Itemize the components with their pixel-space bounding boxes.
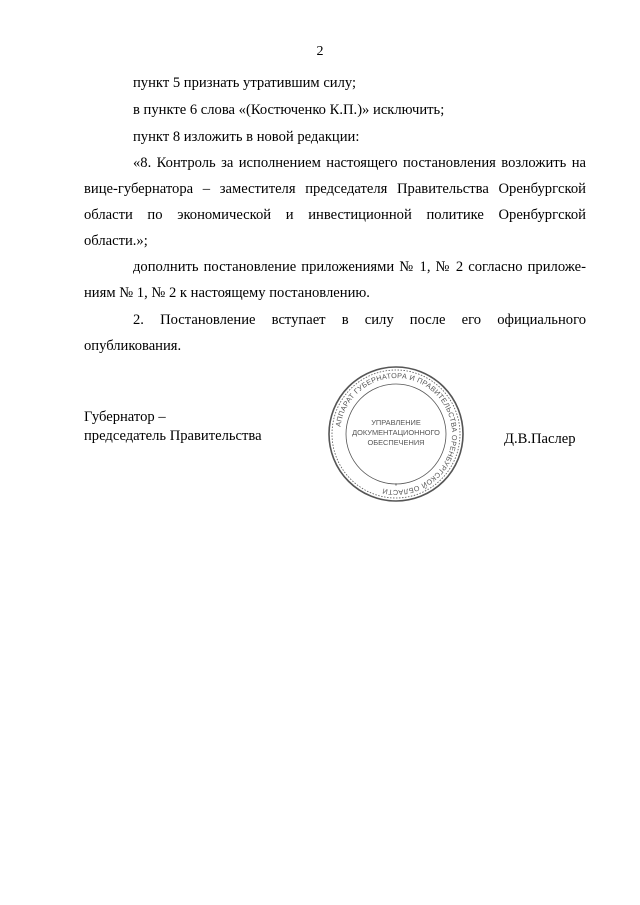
paragraph-appendices bbox=[84, 254, 586, 306]
paragraph-item-8 bbox=[84, 124, 586, 150]
signatory-title-line: председатель Правительства bbox=[84, 428, 262, 444]
signatory-name: Д.В.Паслер bbox=[504, 431, 576, 447]
text-line: ниям № 1, № 2 к настоящему постановлению. bbox=[84, 285, 370, 301]
signatory-title-line: Губернатор – bbox=[84, 409, 166, 425]
signatory-title bbox=[84, 408, 262, 446]
seal-center-line: ОБЕСПЕЧЕНИЯ bbox=[367, 438, 425, 447]
text-line: дополнить постановление приложениями № 1, № 2 согласно приложе- bbox=[133, 259, 586, 275]
paragraph-item-5 bbox=[84, 70, 586, 96]
page-number: 2 bbox=[316, 44, 324, 59]
text-line: области по экономической и инвестиционной политике Оренбургской bbox=[84, 207, 586, 223]
paragraph-text: в пункте 6 слова «(Костюченко К.П.)» исключить; bbox=[133, 102, 445, 118]
seal-center-line: УПРАВЛЕНИЕ bbox=[371, 418, 421, 427]
text-line: области.»; bbox=[84, 233, 148, 249]
text-line: «8. Контроль за исполнением настоящего постановления возложить на bbox=[133, 155, 586, 171]
text-line: опубликования. bbox=[84, 338, 182, 354]
seal-ring-text-path: АППАРАТ ГУБЕРНАТОРА И ПРАВИТЕЛЬСТВА ОРЕНБУРГСКОЙ ОБЛАСТИ bbox=[333, 370, 460, 498]
paragraph-text: пункт 8 изложить в новой редакции: bbox=[133, 129, 360, 145]
seal-center-line: ДОКУМЕНТАЦИОННОГО bbox=[352, 428, 440, 437]
seal-star-icon: * bbox=[394, 483, 398, 490]
official-seal-stamp bbox=[326, 364, 466, 504]
paragraph-item-6 bbox=[84, 97, 586, 123]
text-line: 2. Постановление вступает в силу после его официального bbox=[133, 312, 586, 328]
paragraph-item-8-new-wording bbox=[84, 150, 586, 254]
text-line: вице-губернатора – заместителя председателя Правительства Оренбургской bbox=[84, 181, 586, 197]
paragraph-text: пункт 5 признать утратившим силу; bbox=[133, 75, 357, 91]
paragraph-entry-into-force bbox=[84, 307, 586, 359]
